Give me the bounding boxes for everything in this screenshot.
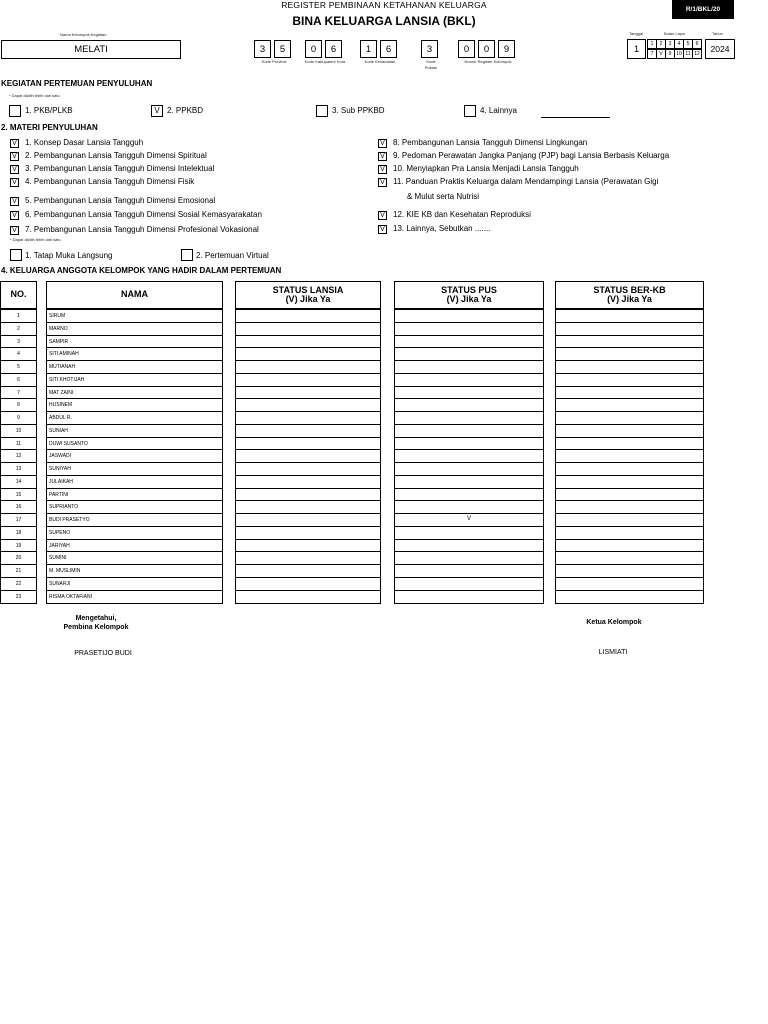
row-number: 12 <box>15 453 22 460</box>
table-cell <box>47 462 222 475</box>
mode-checkbox[interactable] <box>181 249 193 261</box>
col-header-pus-sub: (V) Jika Ya <box>446 294 492 304</box>
register-title: REGISTER PEMBINAAN KETAHANAN KELUARGA <box>281 0 487 10</box>
materi-item-label: 5. Pembangunan Lansia Tangguh Dimensi Emosional <box>25 196 216 205</box>
pus-column <box>394 309 544 604</box>
col-header-nama-label: NAMA <box>121 289 148 300</box>
table-cell <box>47 437 222 450</box>
member-name: SUNIAH <box>49 427 68 434</box>
code-digit-box[interactable]: 6 <box>380 40 397 58</box>
table-cell[interactable] <box>236 462 380 475</box>
table-cell[interactable] <box>236 590 380 603</box>
table-cell <box>1 539 36 552</box>
table-cell <box>47 577 222 590</box>
row-number: 19 <box>15 542 22 549</box>
code-caption: Kode Kecamatan <box>364 59 396 64</box>
month-cell[interactable]: 3 <box>665 39 675 49</box>
table-cell[interactable] <box>236 373 380 386</box>
month-cell[interactable]: 6 <box>692 39 702 49</box>
month-cell[interactable]: 11 <box>683 49 693 59</box>
row-number: 17 <box>15 517 22 523</box>
table-cell[interactable] <box>556 449 703 462</box>
no-column <box>0 309 37 604</box>
bulan-caption: Bulan Lapor <box>664 31 686 36</box>
table-cell[interactable] <box>556 360 703 373</box>
row-number: 18 <box>15 529 22 536</box>
month-cell[interactable]: 1 <box>647 39 657 49</box>
kegiatan-checkbox[interactable] <box>316 105 328 117</box>
member-name: SITI KHOTIJAH <box>49 376 85 383</box>
col-header-pus-label: STATUS PUS <box>441 284 497 295</box>
table-cell <box>1 577 36 590</box>
member-name: SUNARJI <box>49 580 71 587</box>
table-cell[interactable] <box>556 347 703 360</box>
materi-checkbox[interactable]: V <box>10 178 19 187</box>
col-header-lansia-sub: (V) Jika Ya <box>285 294 331 304</box>
table-cell[interactable] <box>395 500 543 513</box>
lansia-column <box>235 309 381 604</box>
table-cell[interactable] <box>236 449 380 462</box>
table-cell[interactable] <box>236 360 380 373</box>
table-cell <box>47 539 222 552</box>
kegiatan-option-label: 1. PKB/PLKB <box>25 106 73 115</box>
table-cell <box>47 449 222 462</box>
kegiatan-option-label: 2. PPKBD <box>167 106 204 115</box>
table-cell <box>1 398 36 411</box>
code-digit-box[interactable]: 3 <box>421 40 438 58</box>
member-name: SITI AMINAH <box>49 351 79 358</box>
table-cell[interactable] <box>395 539 543 552</box>
table-cell <box>1 513 36 526</box>
code-digit-box[interactable]: 0 <box>478 40 495 58</box>
month-cell[interactable]: 7 <box>647 49 657 59</box>
table-cell[interactable] <box>236 398 380 411</box>
table-cell[interactable] <box>236 577 380 590</box>
table-cell[interactable] <box>556 437 703 450</box>
table-cell[interactable] <box>395 309 543 322</box>
table-cell <box>1 360 36 373</box>
table-cell <box>47 322 222 335</box>
code-digit-box[interactable]: 0 <box>458 40 475 58</box>
table-cell[interactable] <box>395 488 543 501</box>
table-cell[interactable] <box>236 322 380 335</box>
code-digit-box[interactable]: 0 <box>305 40 322 58</box>
materi-checkbox[interactable]: V <box>10 152 19 161</box>
table-cell <box>1 373 36 386</box>
row-number: 13 <box>15 466 22 472</box>
table-cell <box>47 335 222 348</box>
table-cell <box>47 411 222 424</box>
table-cell[interactable] <box>395 398 543 411</box>
row-number: 22 <box>15 580 22 587</box>
materi-item-label: 7. Pembangunan Lansia Tangguh Dimensi Profesional Vokasional <box>25 225 259 234</box>
materi-checkbox[interactable]: V <box>378 139 387 148</box>
table-cell[interactable] <box>556 590 703 603</box>
table-cell[interactable] <box>556 462 703 475</box>
table-cell <box>1 462 36 475</box>
table-cell[interactable] <box>395 322 543 335</box>
table-cell[interactable] <box>395 513 543 526</box>
col-header-lansia-label: STATUS LANSIA <box>272 284 344 295</box>
month-cell[interactable]: 12 <box>692 49 702 59</box>
row-number: 8 <box>17 402 20 409</box>
table-cell <box>1 564 36 577</box>
materi-checkbox[interactable]: V <box>378 152 387 161</box>
table-cell[interactable] <box>395 475 543 488</box>
section2-title: 2. MATERI PENYULUHAN <box>1 123 98 132</box>
table-cell[interactable] <box>556 564 703 577</box>
table-cell <box>1 526 36 539</box>
form-code-badge: R/1/BKL/20 <box>672 0 734 19</box>
table-cell[interactable] <box>236 347 380 360</box>
table-cell[interactable] <box>395 590 543 603</box>
table-cell[interactable] <box>395 360 543 373</box>
col-header-no <box>0 281 37 309</box>
group-name-field[interactable]: MELATI <box>1 40 181 59</box>
sign-right-name: LISMIATI <box>598 649 628 656</box>
member-name: SAMPIR <box>49 338 69 345</box>
table-cell[interactable] <box>236 551 380 564</box>
table-cell <box>47 424 222 437</box>
table-cell <box>1 322 36 335</box>
col-header-no-label: NO. <box>10 289 27 300</box>
table-cell <box>47 386 222 399</box>
row-number: 14 <box>15 478 22 485</box>
table-cell[interactable] <box>556 424 703 437</box>
table-cell <box>47 398 222 411</box>
table-cell[interactable] <box>556 488 703 501</box>
table-cell[interactable] <box>236 475 380 488</box>
section1-note: * Dapat dipilih lebih dari satu <box>9 93 60 98</box>
table-cell[interactable] <box>556 373 703 386</box>
sign-right-title: Ketua Kelompok <box>586 619 642 626</box>
table-cell <box>1 411 36 424</box>
member-name: JULAIKAH <box>49 478 73 485</box>
table-cell <box>1 500 36 513</box>
table-cell <box>1 386 36 399</box>
col-header-pus <box>394 281 544 309</box>
col-header-lansia <box>235 281 381 309</box>
kegiatan-checkbox[interactable]: V <box>151 105 163 117</box>
table-cell <box>47 475 222 488</box>
row-number: 11 <box>15 440 22 447</box>
status-mark: V <box>466 516 471 522</box>
month-cell[interactable]: 4 <box>674 39 684 49</box>
member-name: RISMA OKTAFIANI <box>49 593 92 600</box>
table-cell <box>47 488 222 501</box>
table-cell[interactable] <box>556 577 703 590</box>
month-cell[interactable]: 9 <box>665 49 675 59</box>
table-cell[interactable] <box>556 500 703 513</box>
table-cell <box>1 424 36 437</box>
table-cell[interactable] <box>395 386 543 399</box>
row-number: 7 <box>17 389 20 396</box>
sign-left-title-1: Mengetahui, <box>75 615 117 622</box>
member-name: BUDI PRASETYO <box>49 517 90 523</box>
code-digit-box[interactable]: 3 <box>254 40 271 58</box>
tanggal-field[interactable]: 1 <box>627 39 646 59</box>
table-cell[interactable] <box>395 437 543 450</box>
materi-item-label: 13. Lainnya, Sebutkan ....... <box>393 224 491 233</box>
month-cell[interactable]: 2 <box>656 39 666 49</box>
table-cell[interactable] <box>236 335 380 348</box>
table-cell[interactable] <box>556 411 703 424</box>
table-cell <box>1 590 36 603</box>
table-cell <box>1 437 36 450</box>
materi-item-label: 9. Pedoman Perawatan Jangka Panjang (PJP) bagi Lansia Berbasis Keluarga <box>393 151 670 160</box>
mode-option-label: 1. Tatap Muka Langsung <box>25 251 113 260</box>
table-cell <box>1 449 36 462</box>
sign-left-name: PRASETIJO BUDI <box>74 650 132 657</box>
materi-item-label: 12. KIE KB dan Kesehatan Reproduksi <box>393 210 531 219</box>
materi-item-label: 3. Pembangunan Lansia Tangguh Dimensi Intelektual <box>25 164 215 173</box>
member-name: ABDUL R. <box>49 415 72 421</box>
section2-note: * Dapat dipilih lebih dari satu <box>10 237 61 242</box>
col-header-berkb-label: STATUS BER-KB <box>593 284 666 295</box>
member-name: SIRUM <box>49 313 66 319</box>
table-cell[interactable] <box>236 309 380 322</box>
row-number: 10 <box>15 427 22 434</box>
table-cell[interactable] <box>236 424 380 437</box>
materi-checkbox[interactable]: V <box>378 225 387 234</box>
berkb-column <box>555 309 704 604</box>
row-number: 2 <box>17 325 20 332</box>
table-cell[interactable] <box>556 335 703 348</box>
table-cell[interactable] <box>395 373 543 386</box>
table-cell[interactable] <box>395 449 543 462</box>
table-cell[interactable] <box>236 539 380 552</box>
col-header-nama <box>46 281 223 309</box>
member-name: HUSINEM <box>49 402 73 409</box>
tanggal-caption: Tanggal <box>629 31 644 36</box>
row-number: 21 <box>15 568 22 574</box>
row-number: 3 <box>17 338 20 345</box>
table-cell <box>47 500 222 513</box>
member-name: JASWADI <box>49 453 72 460</box>
table-cell[interactable] <box>556 398 703 411</box>
materi-item-label: 1. Konsep Dasar Lansia Tangguh <box>25 138 144 147</box>
table-cell[interactable] <box>236 437 380 450</box>
code-caption: Kode Poktan <box>424 59 438 70</box>
code-digit-box[interactable]: 6 <box>325 40 342 58</box>
table-cell <box>47 526 222 539</box>
mode-checkbox[interactable] <box>10 249 22 261</box>
member-name: MAT ZAINI <box>49 389 74 396</box>
materi-item-label: 10. Menyiapkan Pra Lansia Menjadi Lansia Tangguh <box>393 164 579 173</box>
table-cell[interactable] <box>556 322 703 335</box>
table-cell[interactable] <box>556 551 703 564</box>
table-cell[interactable] <box>556 526 703 539</box>
table-cell[interactable] <box>556 475 703 488</box>
tahun-caption: Tahun <box>712 31 723 36</box>
row-number: 9 <box>17 415 20 421</box>
member-name: MARNO <box>49 325 68 332</box>
materi-item-label: 11. Panduan Praktis Keluarga dalam Mendampingi Lansia (Perawatan Gigi <box>393 177 659 186</box>
kegiatan-option-label: 3. Sub PPKBD <box>332 106 385 115</box>
code-caption: Kode Provinsi <box>261 59 287 64</box>
table-cell[interactable] <box>236 386 380 399</box>
table-cell[interactable] <box>236 526 380 539</box>
table-cell[interactable] <box>395 526 543 539</box>
code-caption: Nomor Register Kelompok <box>464 59 512 64</box>
table-cell <box>47 513 222 526</box>
table-cell <box>1 309 36 322</box>
materi-checkbox[interactable]: V <box>10 226 19 235</box>
code-digit-box[interactable]: 1 <box>360 40 377 58</box>
table-cell <box>1 551 36 564</box>
table-cell <box>47 347 222 360</box>
member-name: PARTINI <box>49 491 69 498</box>
col-header-berkb <box>555 281 704 309</box>
materi-checkbox[interactable]: V <box>378 211 387 220</box>
main-title: BINA KELUARGA LANSIA (BKL) <box>292 14 476 28</box>
materi-item-label: 6. Pembangunan Lansia Tangguh Dimensi Sosial Kemasyarakatan <box>25 210 262 219</box>
member-name: SUNIYAH <box>49 466 71 472</box>
materi-checkbox[interactable]: V <box>10 139 19 148</box>
materi-checkbox[interactable]: V <box>10 165 19 174</box>
table-cell[interactable] <box>395 551 543 564</box>
row-number: 6 <box>17 376 20 383</box>
table-cell <box>1 335 36 348</box>
row-number: 20 <box>15 555 22 562</box>
materi-checkbox[interactable]: V <box>10 211 19 220</box>
table-cell[interactable] <box>556 386 703 399</box>
lainnya-line[interactable] <box>541 117 610 118</box>
code-digit-box[interactable]: 9 <box>498 40 515 58</box>
month-cell[interactable]: V <box>656 49 666 59</box>
materi-checkbox[interactable]: V <box>10 197 19 206</box>
table-cell[interactable] <box>395 462 543 475</box>
table-cell[interactable] <box>236 488 380 501</box>
materi-item-label: 2. Pembangunan Lansia Tangguh Dimensi Spiritual <box>25 151 207 160</box>
member-name: M. MUSLIMIN <box>49 568 81 574</box>
member-name: SUPRIANTO <box>49 504 79 511</box>
code-caption: Kode Kabupaten/ Kota <box>304 59 346 64</box>
table-cell[interactable] <box>236 513 380 526</box>
materi-item-label: 4. Pembangunan Lansia Tangguh Dimensi Fisik <box>25 177 195 186</box>
month-cell[interactable]: 5 <box>683 39 693 49</box>
materi-checkbox[interactable]: V <box>378 178 387 187</box>
table-cell[interactable] <box>556 309 703 322</box>
materi-checkbox[interactable]: V <box>378 165 387 174</box>
materi-item-label: 8. Pembangunan Lansia Tangguh Dimensi Lingkungan <box>393 138 588 147</box>
row-number: 15 <box>15 491 22 498</box>
member-name: DUWI SUSANTO <box>49 440 88 447</box>
table-cell <box>1 488 36 501</box>
table-cell[interactable] <box>395 347 543 360</box>
row-number: 1 <box>17 313 20 319</box>
table-cell[interactable] <box>395 411 543 424</box>
member-name: SUPENO <box>49 529 71 536</box>
member-name: JARIYAH <box>49 542 70 549</box>
col-header-berkb-sub: (V) Jika Ya <box>607 294 652 304</box>
table-cell[interactable] <box>395 424 543 437</box>
table-cell <box>47 360 222 373</box>
section1-title: KEGIATAN PERTEMUAN PENYULUHAN <box>1 79 153 88</box>
section4-title: 4. KELUARGA ANGGOTA KELOMPOK YANG HADIR DALAM PERTEMUAN <box>1 266 282 275</box>
table-cell[interactable] <box>556 513 703 526</box>
table-cell[interactable] <box>395 577 543 590</box>
kegiatan-checkbox[interactable] <box>9 105 21 117</box>
table-cell[interactable] <box>236 411 380 424</box>
table-cell <box>47 309 222 322</box>
kegiatan-checkbox[interactable] <box>464 105 476 117</box>
sign-left-title-2: Pembina Kelompok <box>63 624 129 631</box>
nama-column <box>46 309 223 604</box>
table-cell <box>47 551 222 564</box>
materi-item-label: & Mulut serta Nutrisi <box>407 192 480 201</box>
table-cell[interactable] <box>236 564 380 577</box>
table-cell <box>1 475 36 488</box>
code-digit-box[interactable]: 5 <box>274 40 291 58</box>
table-cell <box>47 373 222 386</box>
table-cell <box>1 347 36 360</box>
member-name: MUTIANAH <box>49 364 76 370</box>
table-cell <box>47 564 222 577</box>
row-number: 5 <box>17 364 20 370</box>
table-cell <box>47 590 222 603</box>
mode-option-label: 2. Pertemuan Virtual <box>196 251 269 260</box>
table-cell[interactable] <box>236 500 380 513</box>
table-cell[interactable] <box>395 564 543 577</box>
table-cell[interactable] <box>556 539 703 552</box>
kegiatan-option-label: 4. Lainnya <box>480 106 517 115</box>
tahun-field[interactable]: 2024 <box>705 39 735 59</box>
month-cell[interactable]: 10 <box>674 49 684 59</box>
table-cell[interactable] <box>395 335 543 348</box>
member-name: SUMINI <box>49 555 67 562</box>
row-number: 4 <box>17 351 20 358</box>
row-number: 23 <box>15 593 22 600</box>
group-name-caption: Nama Kelompok Kegiatan <box>60 32 107 37</box>
row-number: 16 <box>15 504 22 511</box>
